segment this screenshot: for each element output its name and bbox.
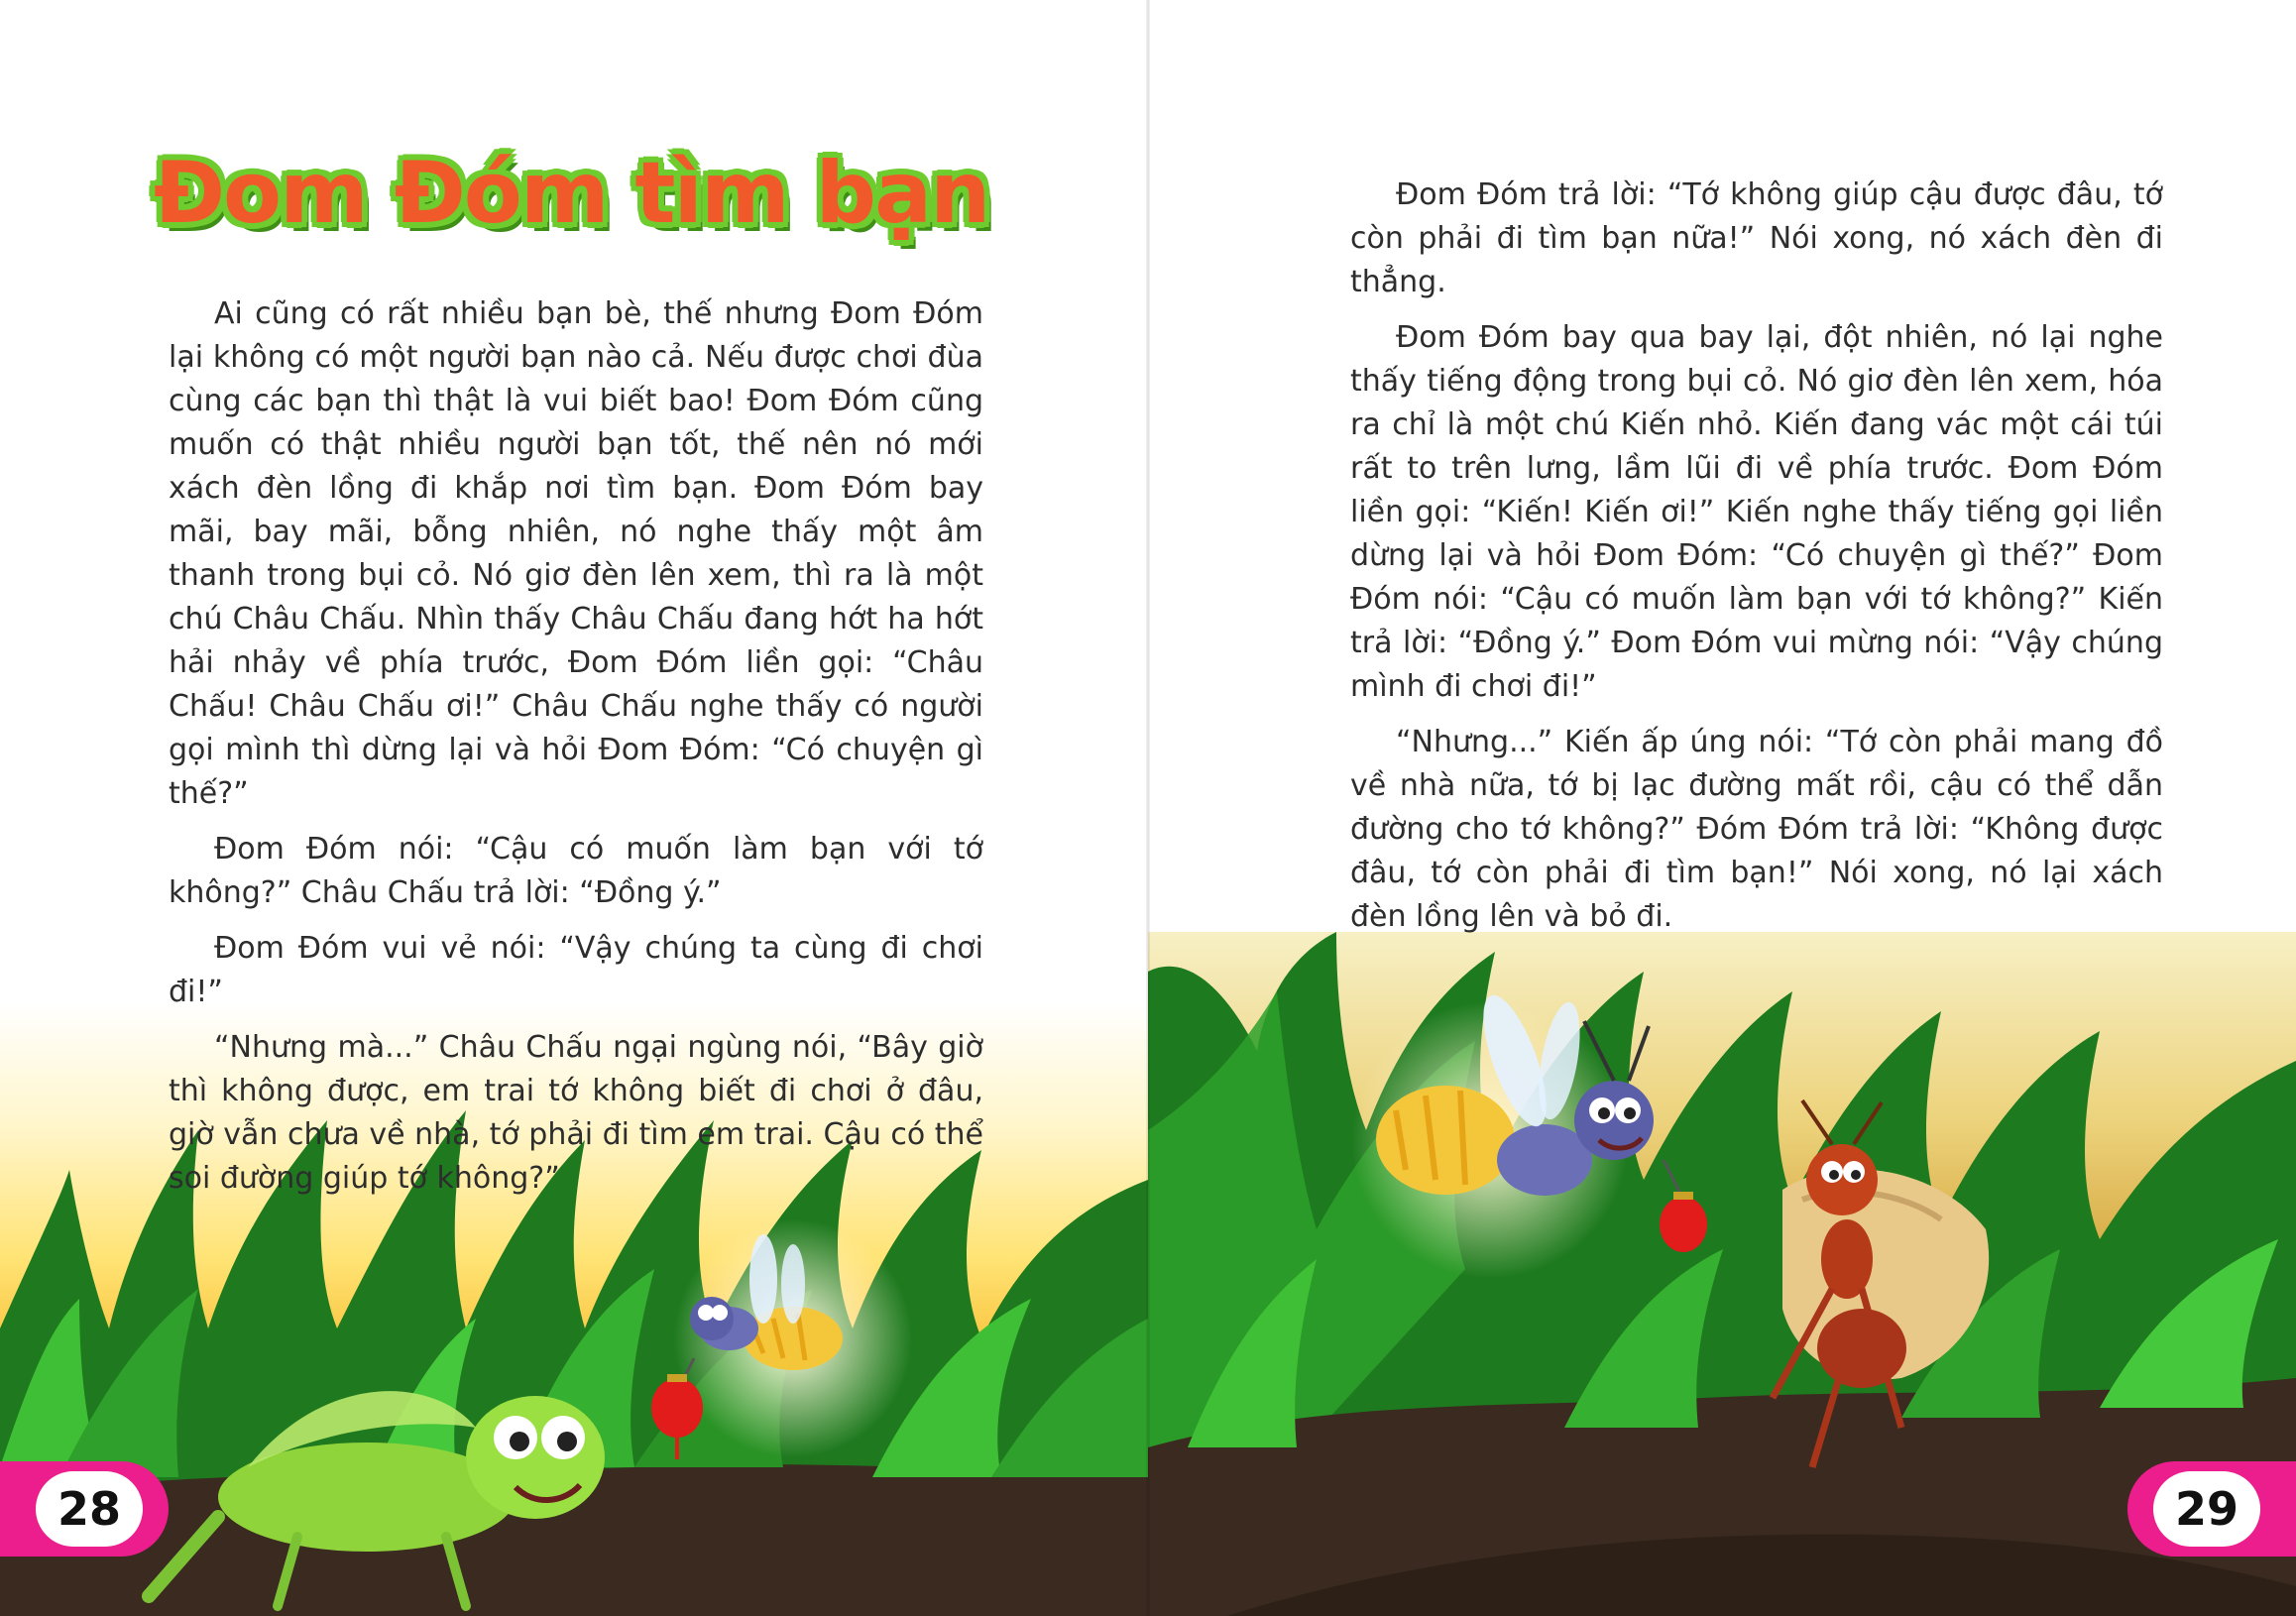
story-title: Đom Đóm tìm bạn [154, 144, 989, 243]
right-page [1148, 0, 2296, 1616]
paragraph: Ai cũng có rất nhiều bạn bè, thế nhưng Đom Đóm lại không có một người bạn nào cả. Nếu được chơi đùa cùng các bạn thì thật là vui biết bao! Đom Đóm cũng muốn có thật nhiều người bạn tốt, thế nên nó mới xách đèn lồng đi khắp nơi tìm bạn. Đom Đóm bay mãi, bay mãi, bỗng nhiên, nó nghe thấy một âm thanh trong bụi cỏ. Nó giơ đèn lên xem, thì ra là một chú Châu Chấu. Nhìn thấy Châu Chấu đang hớt ha hớt hải nhảy về phía trước, Đom Đóm liền gọi: “Châu Chấu! Châu Chấu ơi!” Châu Chấu nghe thấy có người gọi mình thì dừng lại và hỏi Đom Đóm: “Có chuyện gì thế?” [169, 296, 983, 811]
right-page-text [1350, 173, 2163, 951]
paragraph: “Nhưng mà...” Châu Chấu ngại ngùng nói, “Bây giờ thì không được, em trai tớ không biết đi chơi ở đâu, giờ vẫn chưa về nhà, tớ phải đi tìm em trai. Cậu có thể soi đường giúp tớ không?” [169, 1030, 983, 1196]
paragraph: “Nhưng...” Kiến ấp úng nói: “Tớ còn phải mang đồ về nhà nữa, tớ bị lạc đường mất rồi, cậu có thể dẫn đường cho tớ không?” Đóm Đóm trả lời: “Không được đâu, tớ còn phải đi tìm bạn!” Nói xong, nó lại xách đèn lồng lên và bỏ đi. [1350, 725, 2163, 934]
paragraph: Đom Đóm trả lời: “Tớ không giúp cậu được đâu, tớ còn phải đi tìm bạn nữa!” Nói xong, nó xách đèn đi thẳng. [1350, 177, 2163, 299]
paragraph: Đom Đóm vui vẻ nói: “Vậy chúng ta cùng đi chơi đi!” [169, 931, 983, 1009]
page-number-label: 28 [36, 1471, 143, 1547]
paragraph: Đom Đóm nói: “Cậu có muốn làm bạn với tớ không?” Châu Chấu trả lời: “Đồng ý.” [169, 832, 983, 910]
page-number-left [0, 1461, 169, 1557]
ant-firefly-illustration [1148, 932, 2296, 1616]
page-number-right [2127, 1461, 2296, 1557]
page-number-label: 29 [2153, 1471, 2260, 1547]
paragraph: Đom Đóm bay qua bay lại, đột nhiên, nó lại nghe thấy tiếng động trong bụi cỏ. Nó giơ đèn lên xem, hóa ra chỉ là một chú Kiến nhỏ. Kiến đang vác một cái túi rất to trên lưng, lầm lũi đi về phía trước. Đom Đóm liền gọi: “Kiến! Kiến ơi!” Kiến nghe thấy tiếng gọi liền dừng lại và hỏi Đom Đóm: “Có chuyện gì thế?” Đom Đóm nói: “Cậu có muốn làm bạn với tớ không?” Kiến trả lời: “Đồng ý.” Đom Đóm vui mừng nói: “Vậy chúng mình đi chơi đi!” [1350, 320, 2163, 704]
left-page-text [169, 292, 983, 1212]
book-gutter [1146, 0, 1150, 1616]
